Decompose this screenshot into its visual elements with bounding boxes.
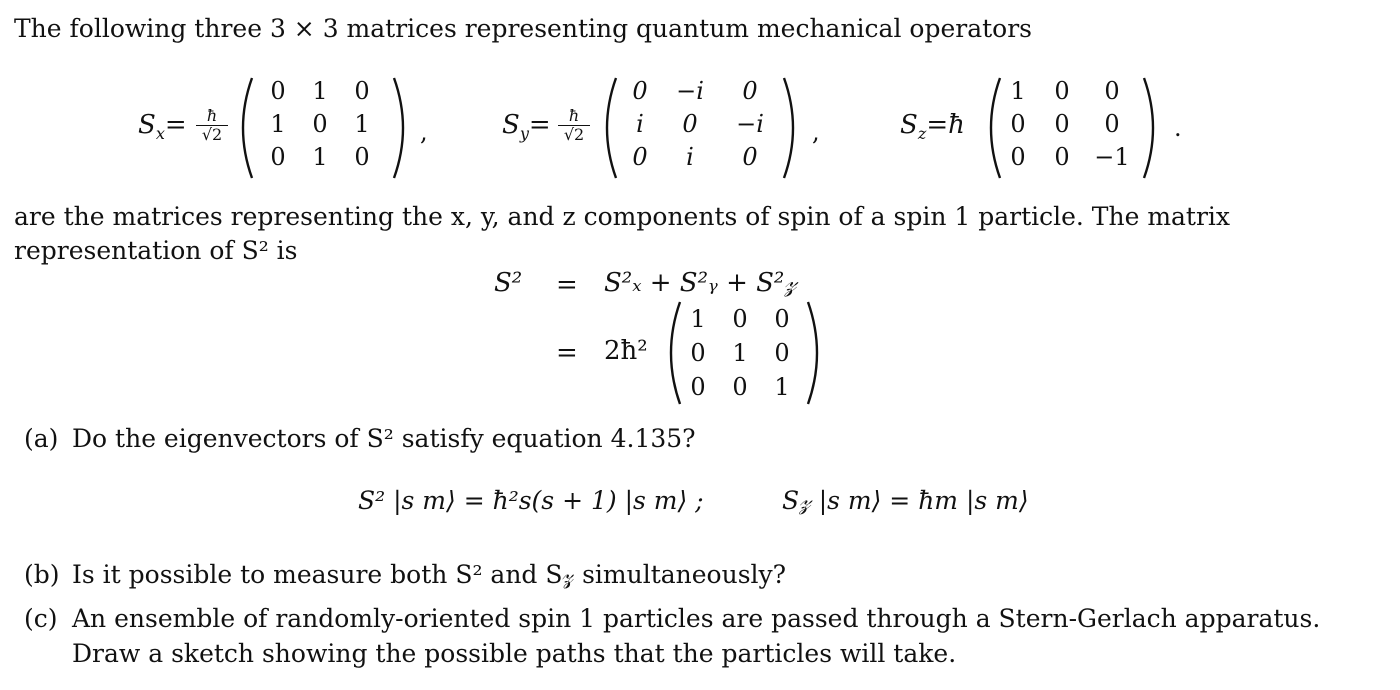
- sx-label: $S_x=$: [138, 110, 187, 144]
- matrix-cell: i: [686, 143, 694, 171]
- matrix-cell: 0: [632, 77, 648, 105]
- matrix-cell: −1: [1094, 143, 1130, 171]
- matrix-cell: 0: [270, 143, 286, 171]
- matrix-cell: 0: [732, 373, 748, 401]
- matrix-cell: 0: [732, 305, 748, 333]
- matrix-cell: 0: [774, 305, 790, 333]
- intro-text: The following three 3 × 3 matrices representing quantum mechanical operators: [14, 14, 1032, 43]
- matrix-cell: 0: [354, 77, 370, 105]
- matrix-cell: 0: [690, 373, 706, 401]
- paragraph-line: representation of S² is: [14, 236, 298, 265]
- sy-label: $S_y=$: [502, 110, 551, 144]
- equation-4-135-right: S𝓏 |s m⟩ = ħm |s m⟩: [782, 486, 1029, 515]
- matrix-cell: 0: [270, 77, 286, 105]
- matrix-cell: −i: [676, 77, 704, 105]
- left-paren-icon: [596, 76, 620, 180]
- matrix-cell: −i: [736, 110, 764, 138]
- matrix-cell: 0: [1054, 110, 1070, 138]
- matrix-cell: 0: [1010, 110, 1026, 138]
- matrix-cell: 1: [690, 305, 706, 333]
- question-b-text: Is it possible to measure both S² and S𝓏 simultaneously?: [72, 560, 787, 589]
- matrix-cell: i: [636, 110, 644, 138]
- equation-4-135-left: S² |s m⟩ = ħ²s(s + 1) |s m⟩ ;: [358, 486, 704, 515]
- question-a-label: (a): [24, 424, 59, 453]
- sx-fraction: ħ √2: [196, 108, 228, 143]
- sy-punct: ,: [812, 118, 820, 146]
- matrix-cell: 1: [1010, 77, 1026, 105]
- matrix-cell: 0: [1054, 77, 1070, 105]
- equals-sign: =: [556, 338, 578, 368]
- sy-fraction: ħ √2: [558, 108, 590, 143]
- sx-punct: ,: [420, 118, 428, 146]
- right-paren-icon: [390, 76, 414, 180]
- matrix-cell: 0: [312, 110, 328, 138]
- question-b-label: (b): [24, 560, 60, 589]
- s2-sum: S²ₓ + S²ᵧ + S²𝓏: [604, 268, 797, 298]
- matrix-cell: 0: [774, 339, 790, 367]
- matrix-cell: 0: [1010, 143, 1026, 171]
- equals-sign: =: [556, 270, 578, 300]
- right-paren-icon: [804, 300, 828, 406]
- sz-label: $S_z=ħ$: [900, 110, 965, 144]
- matrix-cell: 0: [742, 77, 758, 105]
- matrix-cell: 1: [774, 373, 790, 401]
- question-c-text: Draw a sketch showing the possible paths that the particles will take.: [72, 639, 957, 668]
- matrix-cell: 0: [354, 143, 370, 171]
- matrix-cell: 0: [1104, 77, 1120, 105]
- sz-punct: .: [1174, 114, 1182, 142]
- matrix-cell: 1: [354, 110, 370, 138]
- right-paren-icon: [1140, 76, 1164, 180]
- matrix-cell: 0: [742, 143, 758, 171]
- matrix-cell: 0: [1104, 110, 1120, 138]
- matrix-cell: 1: [312, 77, 328, 105]
- question-c-text: An ensemble of randomly-oriented spin 1 particles are passed through a Stern-Gerlach apparatus.: [72, 604, 1321, 633]
- matrix-cell: 0: [1054, 143, 1070, 171]
- matrix-cell: 1: [732, 339, 748, 367]
- s2-lhs: S²: [494, 268, 523, 298]
- question-a-text: Do the eigenvectors of S² satisfy equation 4.135?: [72, 424, 696, 453]
- matrix-cell: 0: [682, 110, 698, 138]
- paragraph-line: are the matrices representing the x, y, and z components of spin of a spin 1 particle. The matrix: [14, 202, 1231, 231]
- matrix-cell: 1: [270, 110, 286, 138]
- matrix-cell: 0: [632, 143, 648, 171]
- s2-coefficient: 2ħ²: [604, 336, 648, 366]
- matrix-cell: 1: [312, 143, 328, 171]
- right-paren-icon: [780, 76, 804, 180]
- question-c-label: (c): [24, 604, 58, 633]
- matrix-cell: 0: [690, 339, 706, 367]
- left-paren-icon: [232, 76, 256, 180]
